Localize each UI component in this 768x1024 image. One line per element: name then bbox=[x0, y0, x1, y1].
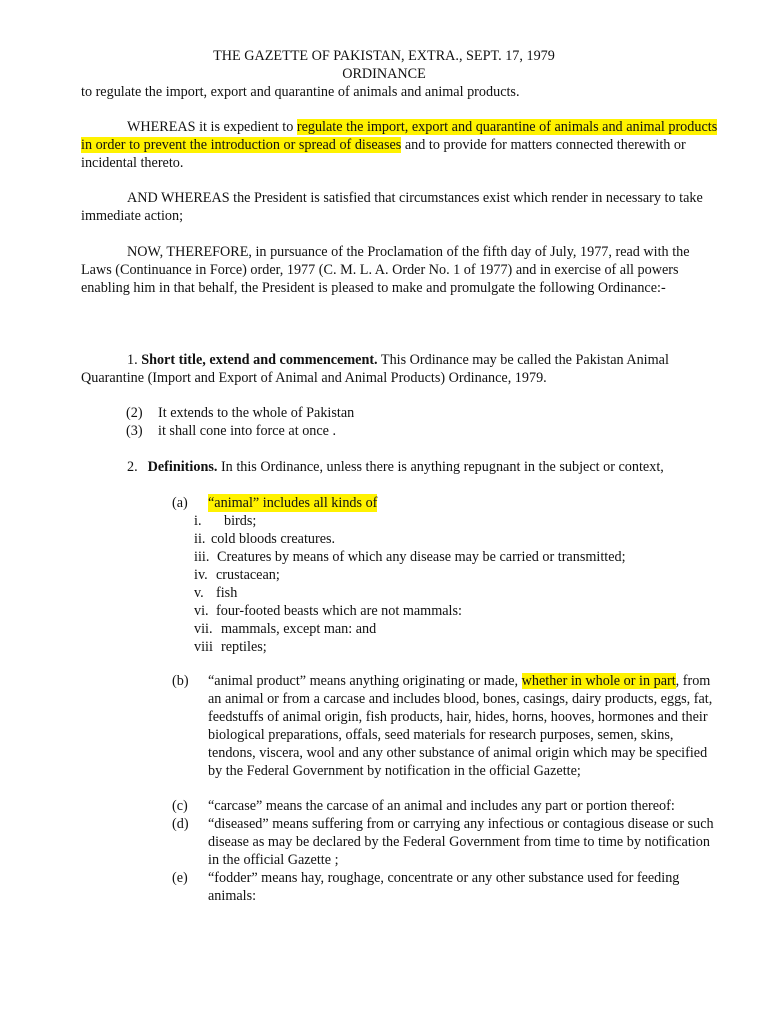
subsection-3 bbox=[126, 422, 337, 440]
list-item: viii reptiles; bbox=[194, 639, 267, 655]
definition-b-text: “animal product” means anything originating or made, whether in whole or in part, from an animal or from a carcase and includes blood, bones, casings, dairy products, eggs, fat, feedstuffs of animal origin, fish products, hair, hides, horns, hooves, hormones and their biological preparations, offals, seed materials for research purposes, semen, skins, tendons, viscera, wool and any other substance of animal origin which may be specified by the Federal Government by notification in the official Gazette; bbox=[208, 673, 713, 779]
list-item: i. birds; bbox=[194, 513, 257, 529]
definition-label-c: (c) bbox=[172, 798, 188, 814]
whereas-text: WHEREAS it is expedient to bbox=[127, 119, 297, 135]
definition-c-text: “carcase” means the carcase of an animal and includes any part or portion thereof: bbox=[208, 798, 675, 814]
definition-d-text: “diseased” means suffering from or carrying any infectious or contagious disease or such disease as may be declared by the Federal Government from time to time by notification in the official Gazette ; bbox=[208, 816, 714, 868]
subsection-text: it shall cone into force at once . bbox=[158, 423, 337, 439]
definition-label-a: (a) bbox=[172, 495, 188, 511]
definition-label-b: (b) bbox=[172, 673, 189, 689]
highlighted-purpose: regulate the import, export and quarantine of animals and animal products in order to prevent the introduction or spread of diseases bbox=[81, 119, 718, 153]
definition-label-e: (e) bbox=[172, 870, 188, 886]
section-1-number: 1. bbox=[127, 352, 142, 368]
list-item: iii. Creatures by means of which any disease may be carried or transmitted; bbox=[194, 549, 626, 565]
list-item: iv. crustacean; bbox=[194, 567, 280, 583]
subsection-text: It extends to the whole of Pakistan bbox=[158, 405, 355, 421]
subsection-2 bbox=[126, 404, 355, 422]
highlighted-phrase: whether in whole or in part bbox=[521, 673, 676, 689]
ordinance-heading: ORDINANCE bbox=[342, 66, 426, 82]
section-2-title: Definitions. bbox=[147, 459, 218, 475]
and-whereas-paragraph: AND WHEREAS the President is satisfied that circumstances exist which render in necessary to take immediate action; bbox=[81, 190, 703, 224]
list-item: vii. mammals, except man: and bbox=[194, 621, 377, 637]
definition-e-text: “fodder” means hay, roughage, concentrate or any other substance used for feeding animals: bbox=[208, 870, 680, 904]
gazette-header: THE GAZETTE OF PAKISTAN, EXTRA., SEPT. 17, 1979 bbox=[213, 48, 555, 64]
subsection-label: (3) bbox=[126, 423, 143, 439]
intro-line: to regulate the import, export and quarantine of animals and animal products. bbox=[81, 84, 520, 100]
section-1-paragraph bbox=[81, 351, 721, 387]
list-item: v. fish bbox=[194, 585, 238, 601]
definition-a-text: “animal” includes all kinds of bbox=[208, 495, 378, 511]
definition-label-d: (d) bbox=[172, 816, 189, 832]
whereas-paragraph bbox=[81, 118, 721, 172]
section-2-heading bbox=[127, 458, 664, 476]
now-therefore-paragraph: NOW, THEREFORE, in pursuance of the Proclamation of the fifth day of July, 1977, read with the Laws (Continuance in Force) order, 1977 (C. M. L. A. Order No. 1 of 1977) and in exercise of all powers enabling him in that behalf, the President is pleased to make and promulgate the following Ordinance:- bbox=[81, 244, 690, 296]
whereas-text-end: and to provide for matters connected therewith or incidental thereto. bbox=[81, 137, 686, 171]
subsection-label: (2) bbox=[126, 405, 143, 421]
section-1-text: This Ordinance may be called the Pakistan Animal Quarantine (Import and Export of Animal and Animal Products) Ordinance, 1979. bbox=[81, 352, 669, 386]
list-item: vi. four-footed beasts which are not mammals: bbox=[194, 603, 462, 619]
section-2-number: 2. bbox=[127, 459, 138, 475]
list-item: ii. cold bloods creatures. bbox=[194, 531, 336, 547]
section-2-text: In this Ordinance, unless there is anything repugnant in the subject or context, bbox=[217, 459, 664, 475]
section-1-title: Short title, extend and commencement. bbox=[141, 352, 378, 368]
